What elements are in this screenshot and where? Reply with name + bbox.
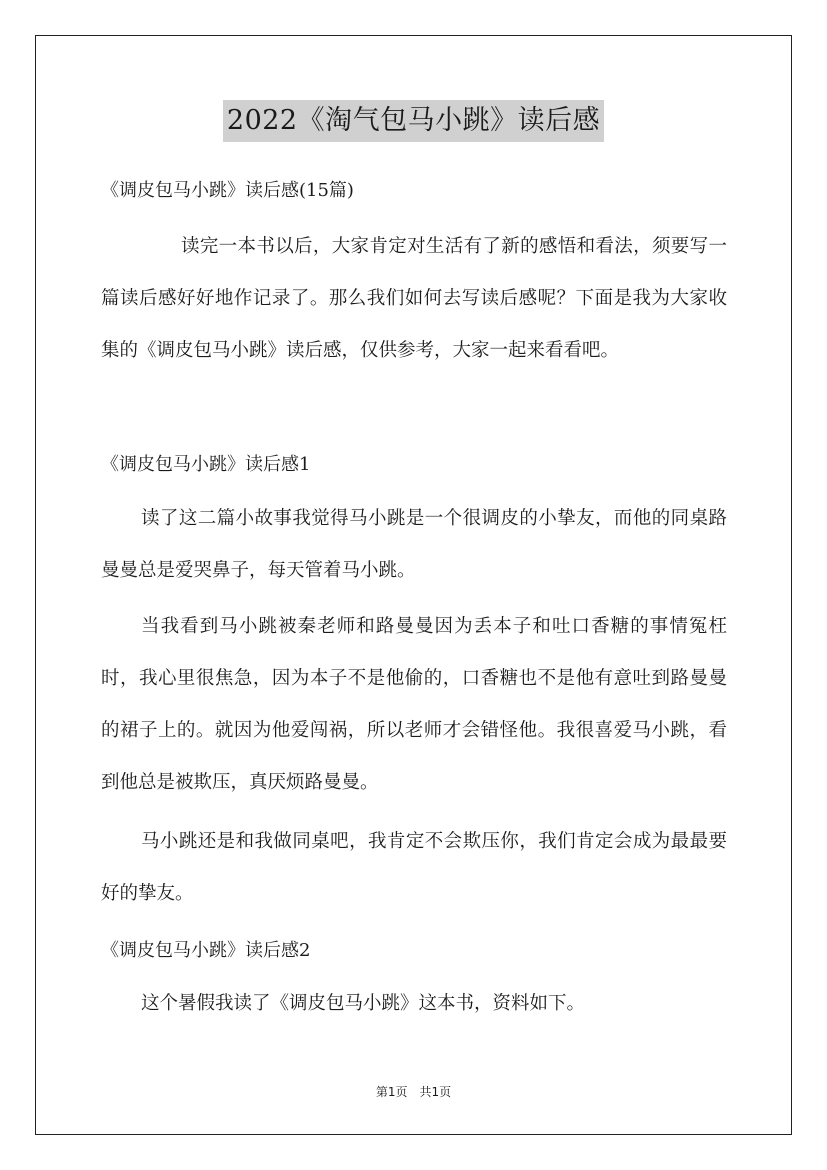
title-container	[0, 100, 827, 142]
document-subtitle: 《调皮包马小跳》读后感(15篇)	[101, 180, 354, 201]
section1-paragraph-1: 读了这二篇小故事我觉得马小跳是一个很调皮的小挚友，而他的同桌路曼曼总是爱哭鼻子，每天管着马小跳。	[101, 508, 727, 581]
document-title: 2022《淘气包马小跳》读后感	[223, 100, 604, 142]
section-heading-1: 《调皮包马小跳》读后感1	[101, 454, 311, 475]
section1-paragraph-2: 当我看到马小跳被秦老师和路曼曼因为丢本子和吐口香糖的事情冤枉时，我心里很焦急，因为本子不是他偷的，口香糖也不是他有意吐到路曼曼的裙子上的。就因为他爱闯祸，所以老师才会错怪他。我很喜爱马小跳，看到他总是被欺压，真厌烦路曼曼。	[101, 616, 727, 793]
page-footer: 第1页 共1页	[375, 1085, 452, 1099]
section-heading-2: 《调皮包马小跳》读后感2	[101, 940, 311, 961]
section1-paragraph-3: 马小跳还是和我做同桌吧，我肯定不会欺压你，我们肯定会成为最最要好的挚友。	[101, 831, 727, 904]
section2-paragraph-1: 这个暑假我读了《调皮包马小跳》这本书，资料如下。	[141, 993, 586, 1014]
intro-paragraph: 读完一本书以后，大家肯定对生活有了新的感悟和看法，须要写一篇读后感好好地作记录了。那么我们如何去写读后感呢？下面是我为大家收集的《调皮包马小跳》读后感，仅供参考，大家一起来看看吧。	[101, 236, 727, 361]
